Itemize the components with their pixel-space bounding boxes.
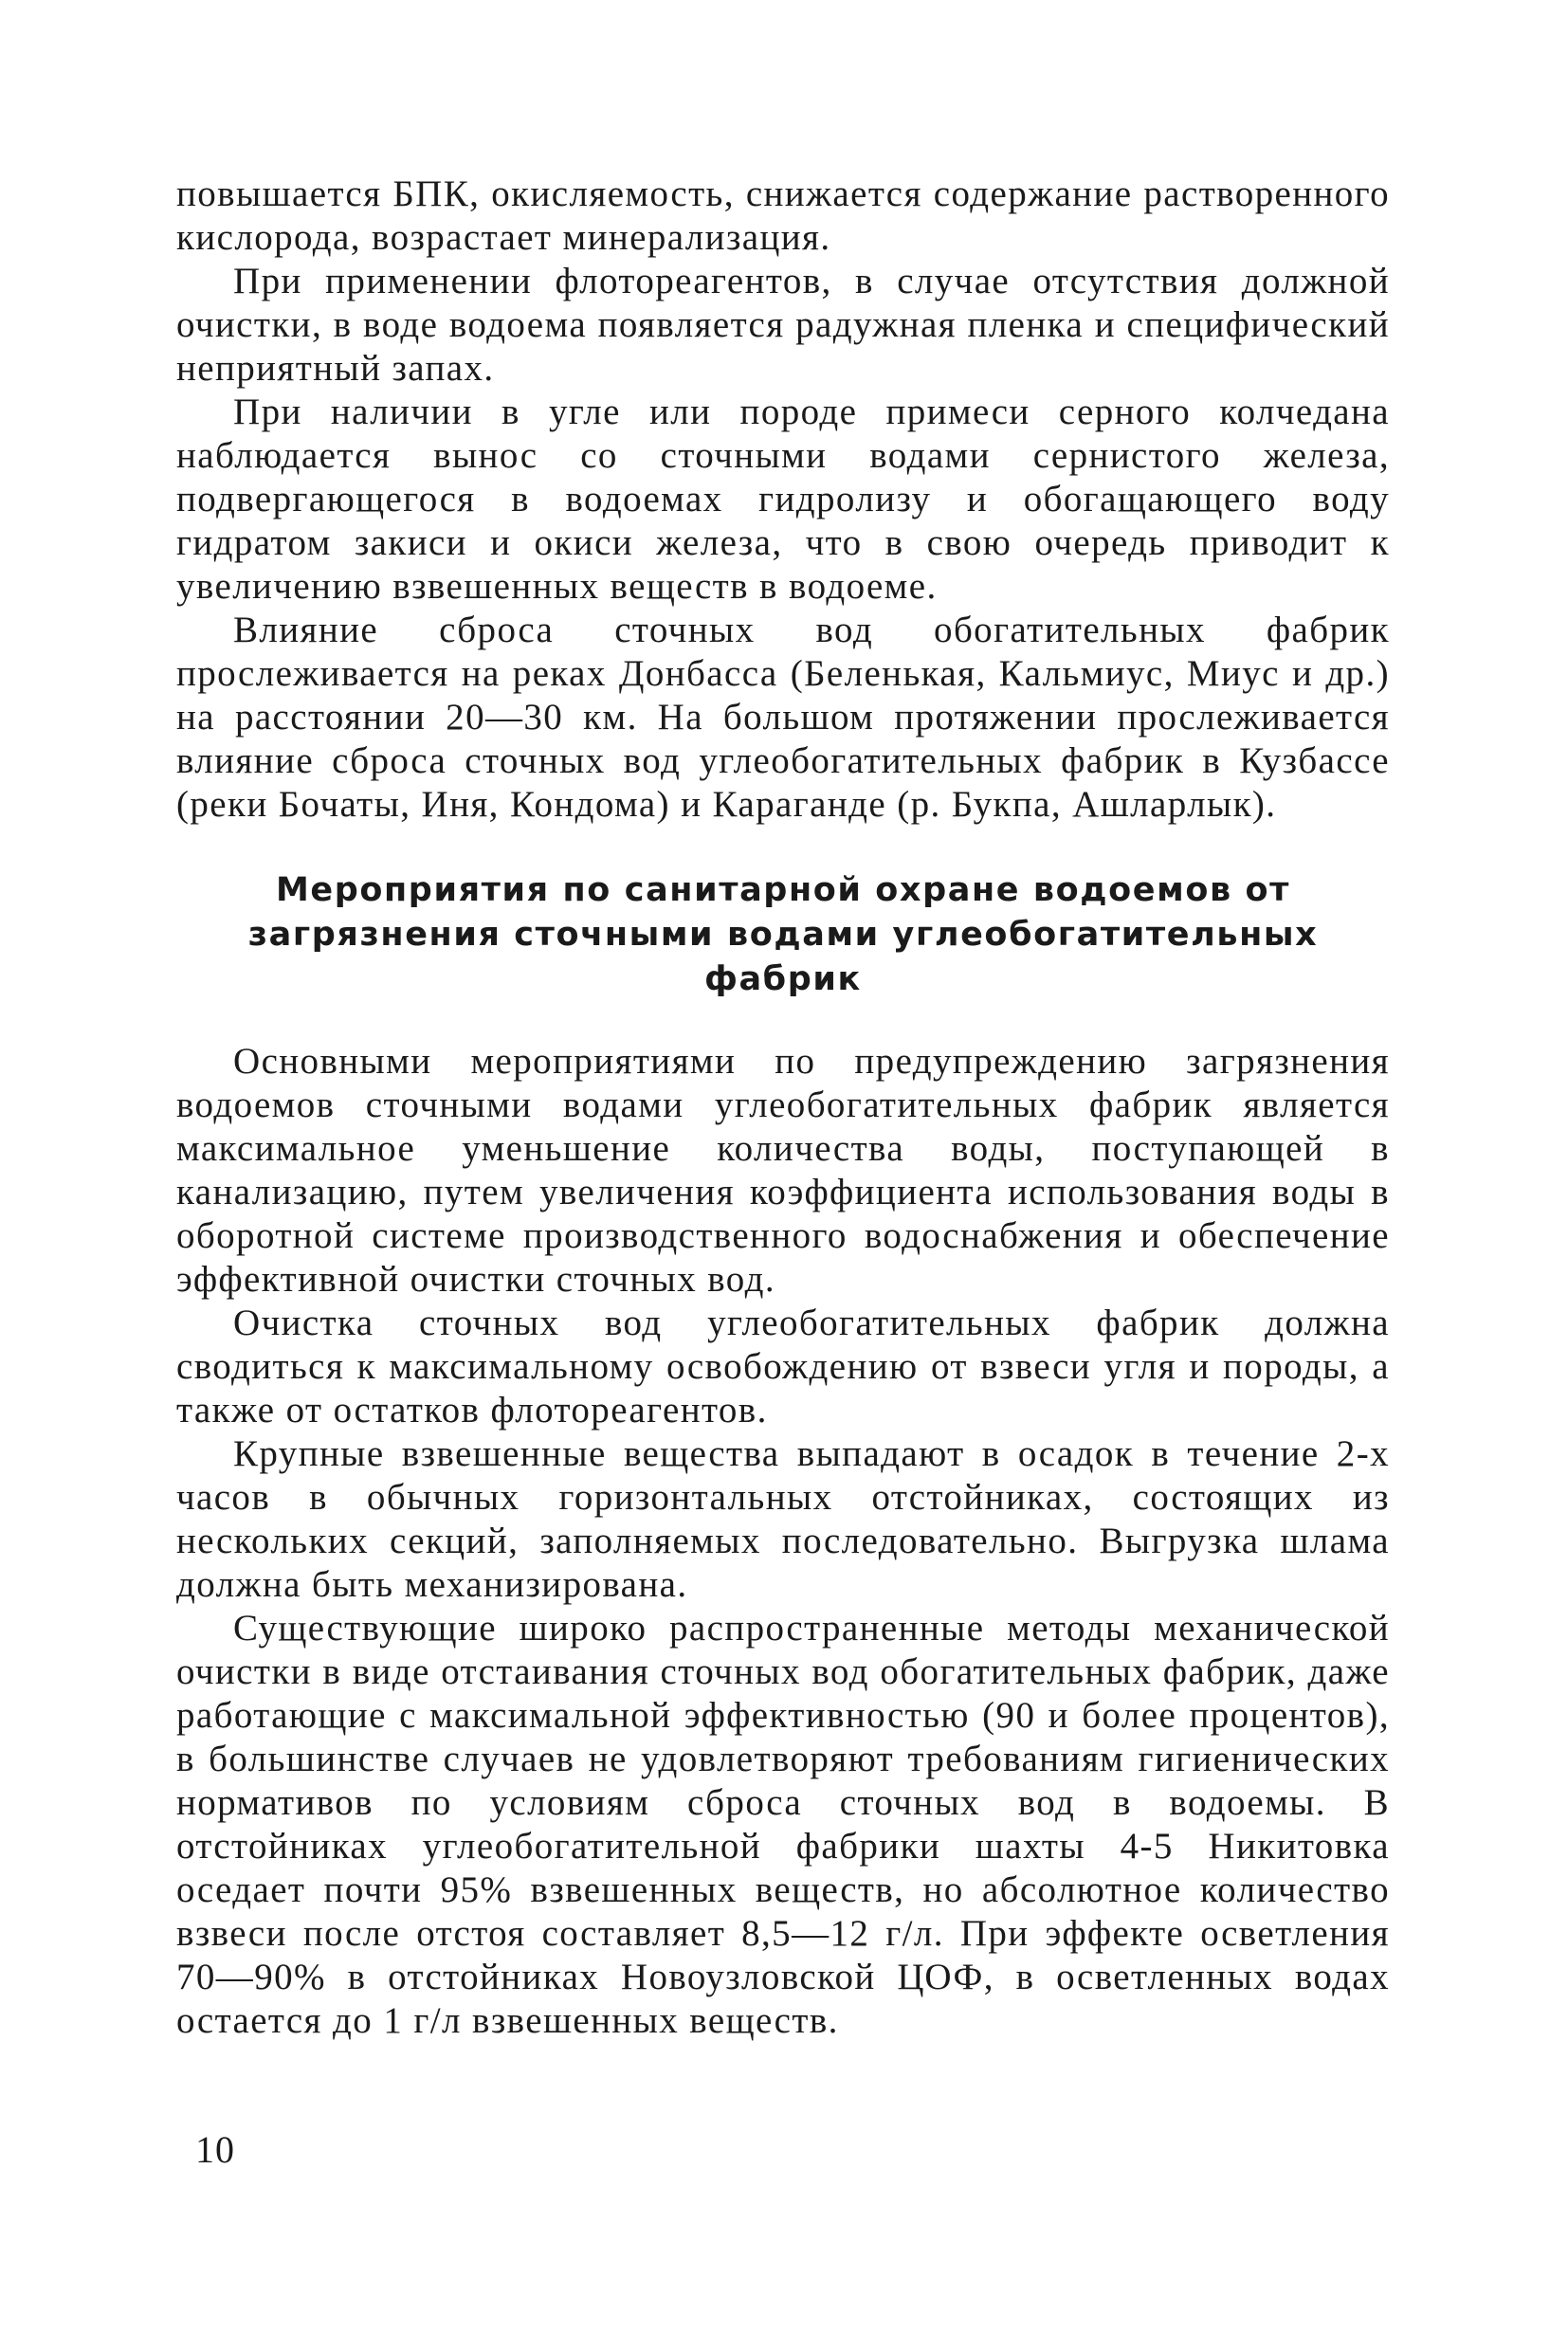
paragraph-mechanical-cleaning: Существующие широко распространенные методы механической очистки в виде отстаивания сточных вод обогатительных фабрик, даже работающие с максимальной эффективностью (90 и более процентов), в большинстве случаев не удовлетворяют требованиям гигиенических нормативов по условиям сброса сточных вод в водоемы. В отстойниках углеобогатительной фабрики шахты 4-5 Никитовка оседает почти 95% взвешенных веществ, но абсолютное количество взвеси после отстоя составляет 8,5—12 г/л. При эффекте осветления 70—90% в отстойниках Новоузловской ЦОФ, в осветленных водах остается до 1 г/л взвешенных веществ. [176,1608,1390,2041]
page-number: 10 [195,2128,235,2171]
paragraph-intro-continuation: повышается БПК, окисляемость, снижается содержание растворенного кислорода, возрастает минерализация. [176,173,1390,258]
section-heading-line-3: фабрик [704,960,862,998]
page-body [176,173,1390,2043]
paragraph-pyrite: При наличии в угле или породе примеси серного колчедана наблюдается вынос со сточными водами сернистого железа, подвергающегося в водоемах гидролизу и обогащающего воду гидратом закиси и окиси железа, что в свою очередь приводит к увеличению взвешенных веществ в водоеме. [176,392,1390,607]
paragraph-settling: Крупные взвешенные вещества выпадают в осадок в течение 2-х часов в обычных горизонтальных отстойниках, состоящих из нескольких секций, заполняемых последовательно. Выгрузка шлама должна быть механизирована. [176,1433,1390,1605]
paragraph-flotation-reagents: При применении флотореагентов, в случае отсутствия должной очистки, в воде водоема появляется радужная пленка и специфический неприятный запах. [176,261,1390,389]
section-heading [214,868,1352,1002]
section-heading-line-2: загрязнения сточными водами углеобогатительных [247,916,1319,954]
paragraph-cleaning: Очистка сточных вод углеобогатительных фабрик должна сводиться к максимальному освобождению от взвеси угля и породы, а также от остатков флотореагентов. [176,1303,1390,1431]
paragraph-main-measures: Основными мероприятиями по предупреждению загрязнения водоемов сточными водами углеобогатительных фабрик является максимальное уменьшение количества воды, поступающей в канализацию, путем увеличения коэффициента использования воды в оборотной системе производственного водоснабжения и обеспечение эффективной очистки сточных вод. [176,1041,1390,1300]
paragraph-river-influence: Влияние сброса сточных вод обогатительных фабрик прослеживается на реках Донбасса (Беленькая, Кальмиус, Миус и др.) на расстоянии 20—30 км. На большом протяжении прослеживается влияние сброса сточных вод углеобогатительных фабрик в Кузбассе (реки Бочаты, Иня, Кондома) и Караганде (р. Букпа, Ашларлык). [176,610,1390,825]
section-heading-line-1: Мероприятия по санитарной охране водоемов от [275,871,1291,909]
